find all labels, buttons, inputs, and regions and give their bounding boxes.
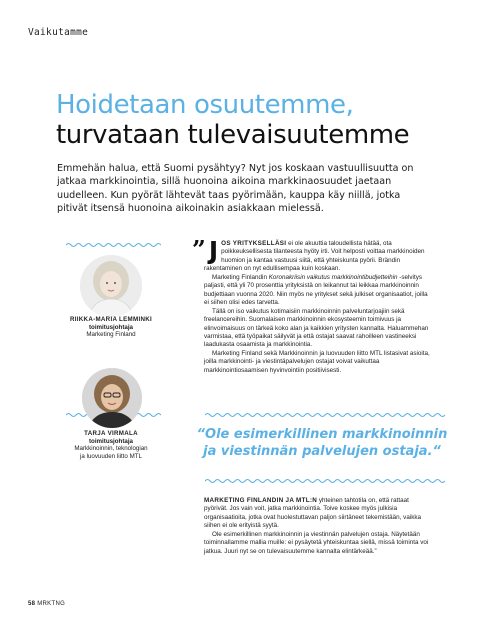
wave-divider-quote-top [205, 412, 445, 418]
person-caption-2 [44, 430, 178, 460]
paragraph-text: ei ole akuuttia taloudellista hätää, ota poikkeuksellisesta tilanteesta hyöty irti. Voit helposti voittaa markkinoiden huomion ja kantaa vastuusi siitä, että yhteiskunta pyörii. Brändin rakentaminen on nyt edullisempaa kuin koskaan. [204, 240, 425, 273]
person-role: toimitusjohtaja [88, 323, 133, 331]
headline-line-2: turvataan tulevaisuutemme [56, 120, 410, 150]
page-footer [28, 601, 65, 607]
paragraph-text: yhteinen tahtotila on, että rattaat pyörivät. Jos vain voit, jatka markkinointia. Toive koskee myös julkisia organisaatioita, jotka ovat huolestuttavan paljon siirtäneet tekemistään, vaikka siihen ei ole erityistä syytä. [204, 497, 422, 530]
portrait-tarja-virmala [82, 368, 142, 428]
section-label: Vaikutamme [28, 27, 89, 38]
headline-line-1: Hoidetaan osuutemme, [56, 90, 354, 120]
drop-cap: J [208, 236, 219, 265]
paragraph-text: -selvitys paljasti, että yli 70 prosenttia yrityksistä on leikannut tai leikkaa markkinoinnin budjettiaan vuonna 2020. Niin myös ne yritykset sekä julkiset organisaatiot, joilla ei siihen olisi edes tarvetta. [204, 273, 428, 307]
article-paragraph-1 [192, 235, 432, 274]
lead-in-caps: MARKETING FINLANDIN JA MTL:N [204, 497, 318, 504]
lead-text: Emmehän halua, että Suomi pysähtyy? Nyt jos koskaan vastuullisuutta on jatkaa markkinointia, sillä huonoina aikoina markkinaosuudet jaetaan uudelleen. Kun pyörät lähtevät taas pyörimään, kauppa käy niillä, jotka pitivät itsensä huonoina aikoinakin asiakkaan mielessä. [57, 163, 414, 215]
lead-paragraph [57, 162, 429, 216]
pull-quote-line-1: “Ole esimerkillinen markkinoinnin [196, 427, 448, 442]
magazine-name: MRKTNG [37, 601, 66, 607]
person-org: Marketing Finland [86, 331, 136, 339]
wave-divider-top-left [66, 242, 161, 248]
lead-in-caps: OS YRITYKSELLÄSI [221, 240, 287, 247]
article-paragraph-3: Tällä on iso vaikutus kotimaisiin markkinoinnin palveluntarjoajiin sekä freelancereihin. Suomalaisen markkinoinnin ekosysteemin toimivuus ja elinvoimaisuus on tärkeä koko alan ja kaikkien yritysten kannalta. Haluammehan varmistaa, että työpaikat säilyvät ja että ostajat saavat rahoilleen vastineeksi laadukasta osaamista ja markkinointia. [204, 307, 429, 349]
person-name: TARJA VIRMALA [84, 430, 138, 437]
pull-quote-line-2: ja viestinnän palvelujen ostaja.“ [203, 443, 441, 459]
portrait-riikka-maria-lemminki [80, 255, 142, 317]
article-paragraph-5 [204, 497, 432, 531]
pull-quote [196, 427, 448, 460]
person-role: toimitusjohtaja [88, 437, 133, 445]
quote-mark: ” [192, 235, 206, 264]
article-body-upper [192, 235, 432, 375]
article-body-lower [204, 497, 432, 556]
person-org-line-2: ja luovuuden liitto MTL [80, 452, 142, 460]
survey-title: Koronakriisin vaikutus markkinointibudjetteihin [268, 273, 398, 281]
article-paragraph-6: Ole esimerkillinen markkinoinnin ja viestinnän palvelujen ostaja. Näytetään toiminnallamme mallia muille: ei pysäytetä yhteiskuntaa siellä, missä toiminta voi jatkua. Juuri nyt se on tulevaisuutemme kannalta elintärkeää.” [204, 530, 429, 555]
article-paragraph-2 [204, 274, 432, 308]
page-number: 58 [28, 601, 36, 607]
person-caption-1 [44, 316, 178, 339]
headline [56, 90, 456, 150]
article-paragraph-4: Marketing Finland sekä Markkinoinnin ja luovuuden liitto MTL listasivat asioita, joilla markkinointi- ja viestintäpalvelujen ostajat voivat vaikuttaa markkinointiosaamisen hyvinvointiin positiivisesti. [204, 349, 430, 374]
person-org-line-1: Markkinoinnin, teknologian [74, 445, 148, 453]
paragraph-text: Marketing Finlandin [212, 273, 269, 281]
wave-divider-quote-bottom [205, 478, 445, 484]
person-name: RIIKKA-MARIA LEMMINKI [69, 316, 153, 323]
